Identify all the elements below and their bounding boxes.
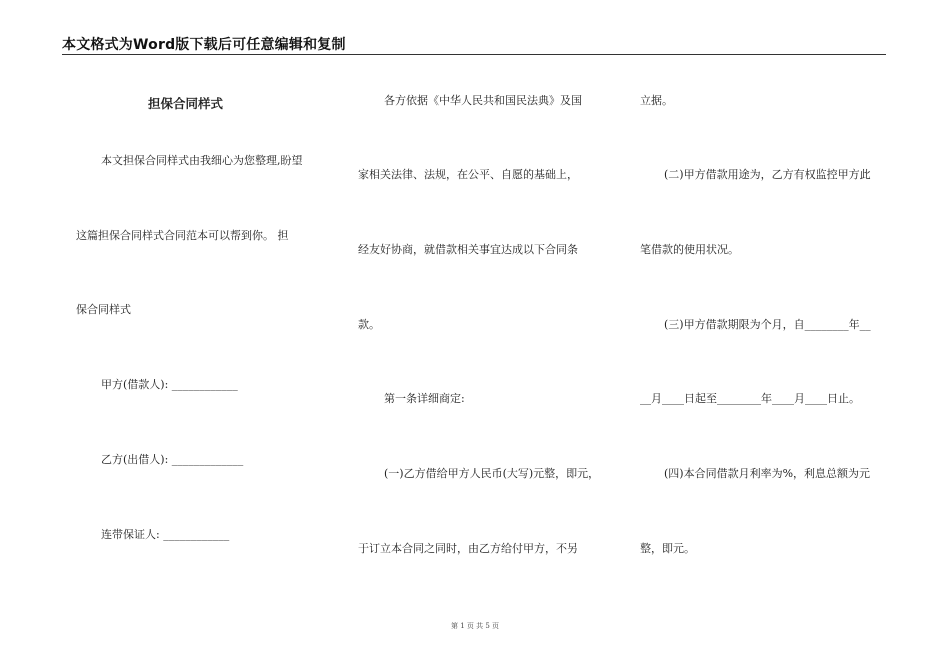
col3-line-7: 整，即元。 bbox=[640, 542, 695, 555]
col3-line-4: (三)甲方借款期限为个月，自________年__ bbox=[664, 318, 871, 331]
col3-line-1: 立据。 bbox=[640, 94, 673, 107]
col2-line-1: 各方依据《中华人民共和国民法典》及国 bbox=[384, 94, 582, 107]
header-divider bbox=[62, 54, 886, 55]
col2-line-6: (一)乙方借给甲方人民币(大写)元整，即元， bbox=[384, 467, 600, 480]
col2-line-2: 家相关法律、法规，在公平、自愿的基础上， bbox=[358, 168, 578, 181]
col3-line-3: 笔借款的使用状况。 bbox=[640, 243, 739, 256]
col3-line-5: __月____日起至________年____月____日止。 bbox=[640, 392, 860, 405]
col1-line-1: 本文担保合同样式由我细心为您整理,盼望 bbox=[101, 154, 303, 167]
page-header-title: 本文格式为Word版下载后可任意编辑和复制 bbox=[62, 37, 346, 53]
col2-line-7: 于订立本合同之同时，由乙方给付甲方，不另 bbox=[358, 542, 578, 555]
col3-line-6: (四)本合同借款月利率为%，利息总额为元 bbox=[664, 467, 871, 480]
page-number-footer: 第 1 页 共 5 页 bbox=[450, 622, 500, 630]
col2-line-4: 款。 bbox=[358, 318, 380, 331]
col1-line-2: 这篇担保合同样式合同范本可以帮到你。 担 bbox=[76, 229, 289, 242]
party-a-field: 甲方(借款人): ____________ bbox=[101, 378, 238, 391]
guarantor-field: 连带保证人: ____________ bbox=[101, 528, 230, 541]
col1-line-3: 保合同样式 bbox=[76, 303, 131, 316]
col2-line-3: 经友好协商，就借款相关事宜达成以下合同条 bbox=[358, 243, 578, 256]
col3-line-2: (二)甲方借款用途为，乙方有权监控甲方此 bbox=[664, 168, 871, 181]
article-1-heading: 第一条详细商定: bbox=[384, 392, 465, 405]
document-title: 担保合同样式 bbox=[148, 96, 224, 111]
party-b-field: 乙方(出借人): _____________ bbox=[101, 453, 244, 466]
